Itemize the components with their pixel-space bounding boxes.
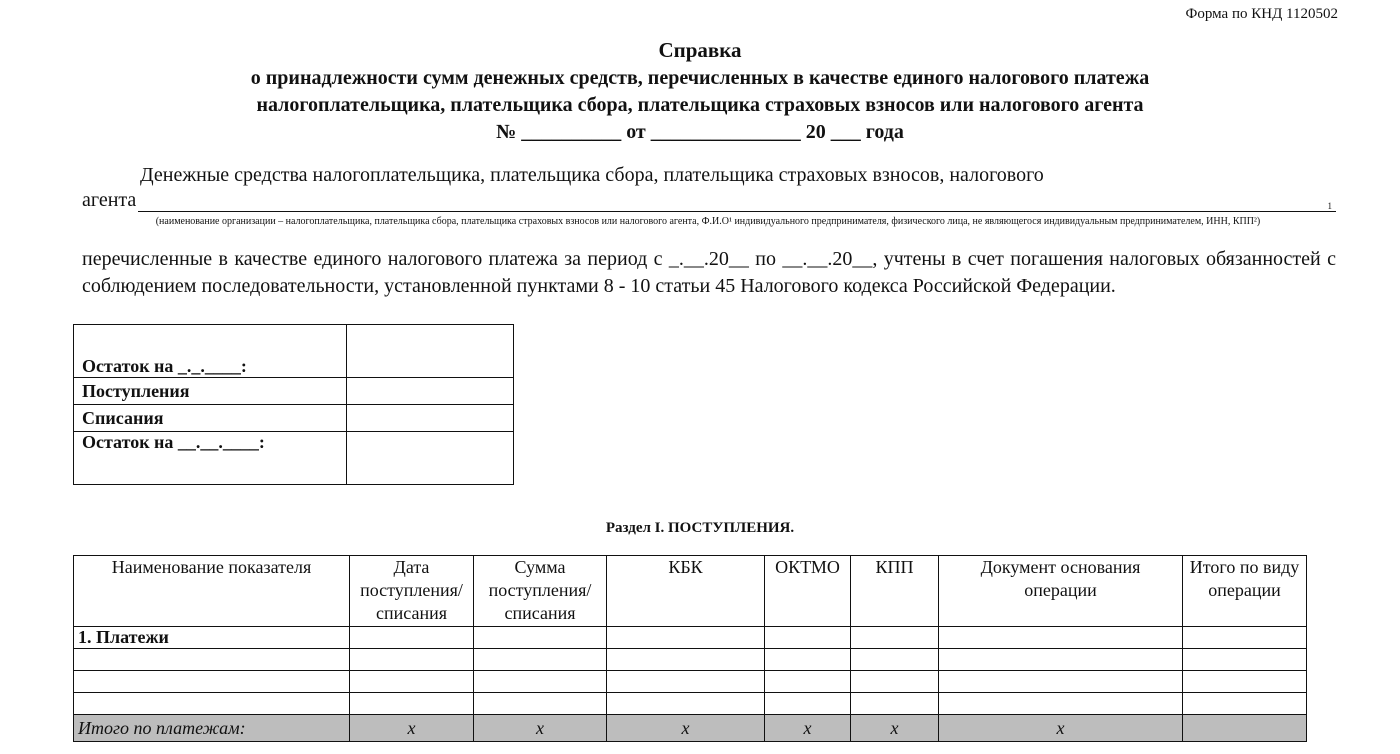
header-amount: Сумма поступления/ списания bbox=[474, 556, 607, 627]
table-cell[interactable] bbox=[607, 671, 765, 693]
table-cell[interactable] bbox=[474, 693, 607, 715]
balance-value[interactable] bbox=[347, 405, 514, 432]
balance-label: Поступления bbox=[74, 378, 347, 405]
balance-label: Остаток на _._.____: bbox=[74, 325, 347, 378]
table-cell[interactable] bbox=[765, 693, 851, 715]
total-mark: x bbox=[851, 715, 939, 742]
agent-footnote-mark: 1 bbox=[1327, 201, 1332, 211]
table-cell[interactable] bbox=[474, 649, 607, 671]
table-row bbox=[74, 693, 1307, 715]
table-cell[interactable] bbox=[851, 671, 939, 693]
table-cell[interactable] bbox=[939, 627, 1183, 649]
table-header-row bbox=[74, 556, 1307, 627]
table-cell[interactable] bbox=[1183, 693, 1307, 715]
form-code: Форма по КНД 1120502 bbox=[1185, 6, 1338, 22]
table-cell[interactable] bbox=[74, 649, 350, 671]
header-kbk: КБК bbox=[607, 556, 765, 627]
header-date: Дата поступления/ списания bbox=[350, 556, 474, 627]
table-cell[interactable] bbox=[939, 649, 1183, 671]
header-oktmo: ОКТМО bbox=[765, 556, 851, 627]
doc-number-line: № __________ от _______________ 20 ___ года bbox=[496, 121, 904, 143]
balance-table bbox=[73, 324, 514, 485]
table-cell[interactable] bbox=[765, 649, 851, 671]
section-row-label: 1. Платежи bbox=[74, 627, 350, 649]
total-mark: x bbox=[474, 715, 607, 742]
table-cell[interactable] bbox=[350, 649, 474, 671]
total-label: Итого по платежам: bbox=[74, 715, 350, 742]
table-cell[interactable] bbox=[851, 693, 939, 715]
table-cell[interactable] bbox=[607, 649, 765, 671]
receipts-table bbox=[73, 555, 1307, 742]
total-value[interactable] bbox=[1183, 715, 1307, 742]
balance-label: Списания bbox=[74, 405, 347, 432]
table-cell[interactable] bbox=[851, 649, 939, 671]
balance-value[interactable] bbox=[347, 378, 514, 405]
table-cell[interactable] bbox=[765, 671, 851, 693]
balance-value[interactable] bbox=[347, 432, 514, 485]
doc-title: Справка bbox=[658, 38, 742, 62]
table-row bbox=[74, 649, 1307, 671]
table-row bbox=[74, 671, 1307, 693]
agent-fill-line[interactable] bbox=[138, 191, 1336, 212]
section-title: Раздел I. ПОСТУПЛЕНИЯ. bbox=[605, 520, 795, 536]
agent-note: (наименование организации – налогоплательщика, плательщика сбора, плательщика страховых взносов или налогового агента, Ф.И.О¹ индивидуального предпринимателя, физического лица, не являющегося индивидуальным предпринимателем, ИНН, КПП²) bbox=[155, 216, 1261, 227]
table-cell[interactable] bbox=[350, 627, 474, 649]
table-cell[interactable] bbox=[74, 671, 350, 693]
table-cell[interactable] bbox=[607, 693, 765, 715]
table-cell[interactable] bbox=[765, 627, 851, 649]
paragraph-intro: Денежные средства налогоплательщика, плательщика сбора, плательщика страховых взносов, налогового bbox=[140, 164, 1044, 186]
doc-subtitle-line2: налогоплательщика, плательщика сбора, плательщика страховых взносов или налогового агента bbox=[256, 94, 1144, 116]
table-cell[interactable] bbox=[1183, 671, 1307, 693]
agent-label: агента bbox=[82, 189, 137, 211]
table-cell[interactable] bbox=[851, 627, 939, 649]
balance-row bbox=[74, 405, 514, 432]
table-cell[interactable] bbox=[1183, 649, 1307, 671]
balance-value[interactable] bbox=[347, 325, 514, 378]
header-total: Итого по виду операции bbox=[1183, 556, 1307, 627]
paragraph-period: перечисленные в качестве единого налогового платежа за период с _.__.20__ по __.__.20__, учтены в счет погашения налоговых обязанностей с соблюдением последовательности, установленной пунктами 8 - 10 статьи 45 Налогового кодекса Российской Федерации. bbox=[82, 248, 1336, 297]
table-cell[interactable] bbox=[350, 693, 474, 715]
header-indicator-name: Наименование показателя bbox=[74, 556, 350, 627]
table-cell[interactable] bbox=[474, 671, 607, 693]
header-kpp: КПП bbox=[851, 556, 939, 627]
header-document: Документ основания операции bbox=[939, 556, 1183, 627]
balance-row bbox=[74, 325, 514, 378]
table-row bbox=[74, 627, 1307, 649]
total-row bbox=[74, 715, 1307, 742]
balance-row bbox=[74, 432, 514, 485]
balance-row bbox=[74, 378, 514, 405]
table-cell[interactable] bbox=[350, 671, 474, 693]
total-mark: x bbox=[607, 715, 765, 742]
balance-label: Остаток на __.__.____: bbox=[74, 432, 347, 485]
total-mark: x bbox=[765, 715, 851, 742]
agent-line bbox=[82, 189, 1336, 212]
doc-subtitle-line1: о принадлежности сумм денежных средств, перечисленных в качестве единого налогового платежа bbox=[250, 67, 1150, 89]
table-cell[interactable] bbox=[74, 693, 350, 715]
table-cell[interactable] bbox=[939, 671, 1183, 693]
total-mark: x bbox=[939, 715, 1183, 742]
table-cell[interactable] bbox=[939, 693, 1183, 715]
table-cell[interactable] bbox=[474, 627, 607, 649]
table-cell[interactable] bbox=[1183, 627, 1307, 649]
table-cell[interactable] bbox=[607, 627, 765, 649]
total-mark: x bbox=[350, 715, 474, 742]
